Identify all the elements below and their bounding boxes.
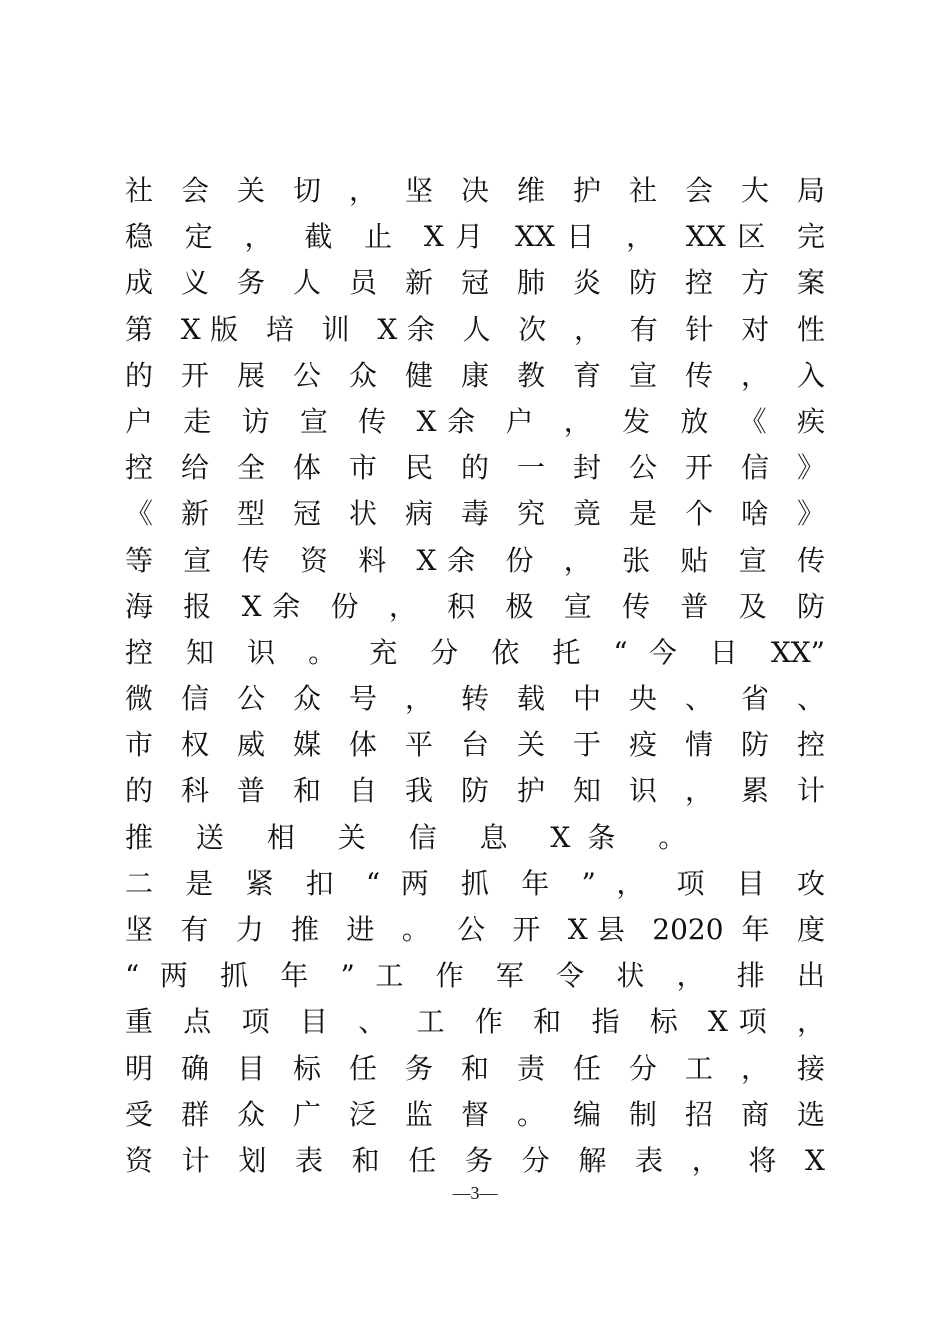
- text-line: 资 计 划 表 和 任 务 分 解 表 ， 将 X: [125, 1143, 825, 1177]
- text-line: 控 知 识 。 充 分 依 托 “ 今 日 XX”: [125, 635, 825, 669]
- text-line: 成 义 务 人 员 新 冠 肺 炎 防 控 方 案: [125, 266, 825, 300]
- page-number: —3—: [452, 1183, 498, 1203]
- text-line: 等 宣 传 资 料 X余 份 ， 张 贴 宣 传: [125, 543, 825, 577]
- text-line: “ 两 抓 年 ” 工 作 军 令 状 ， 排 出: [125, 959, 825, 993]
- text-line: 受 群 众 广 泛 监 督 。 编 制 招 商 选: [125, 1097, 825, 1131]
- text-line: 稳 定 ， 截 止 X月 XX日 ， XX区 完: [125, 220, 825, 254]
- document-body: [125, 168, 825, 1184]
- text-line: 的 开 展 公 众 健 康 教 育 宣 传 ， 入: [125, 358, 825, 392]
- text-line: 海 报 X余 份 ， 积 极 宣 传 普 及 防: [125, 589, 825, 623]
- text-line: 推 送 相 关 信 息 X条 。: [125, 820, 704, 854]
- text-line: 的 科 普 和 自 我 防 护 知 识 ， 累 计: [125, 774, 825, 808]
- text-line: 户 走 访 宣 传 X余 户 ， 发 放 《 疾: [125, 404, 825, 438]
- text-line: 明 确 目 标 任 务 和 责 任 分 工 ， 接: [125, 1051, 825, 1085]
- text-line: 第 X版 培 训 X余 人 次 ， 有 针 对 性: [125, 312, 825, 346]
- text-line: 社 会 关 切 ， 坚 决 维 护 社 会 大 局: [125, 174, 825, 207]
- text-line: 微 信 公 众 号 ， 转 载 中 央 、 省 、: [125, 682, 825, 716]
- text-line: 控 给 全 体 市 民 的 一 封 公 开 信 》: [125, 451, 825, 485]
- text-line: 市 权 威 媒 体 平 台 关 于 疫 情 防 控: [125, 728, 825, 762]
- text-line: 重 点 项 目 、 工 作 和 指 标 X项 ，: [125, 1005, 825, 1039]
- text-line: 《 新 型 冠 状 病 毒 究 竟 是 个 啥 》: [125, 497, 825, 531]
- text-line: 坚 有 力 推 进 。 公 开 X县 2020 年 度: [125, 913, 825, 946]
- text-line: 二 是 紧 扣 “ 两 抓 年 ” ， 项 目 攻: [125, 866, 825, 900]
